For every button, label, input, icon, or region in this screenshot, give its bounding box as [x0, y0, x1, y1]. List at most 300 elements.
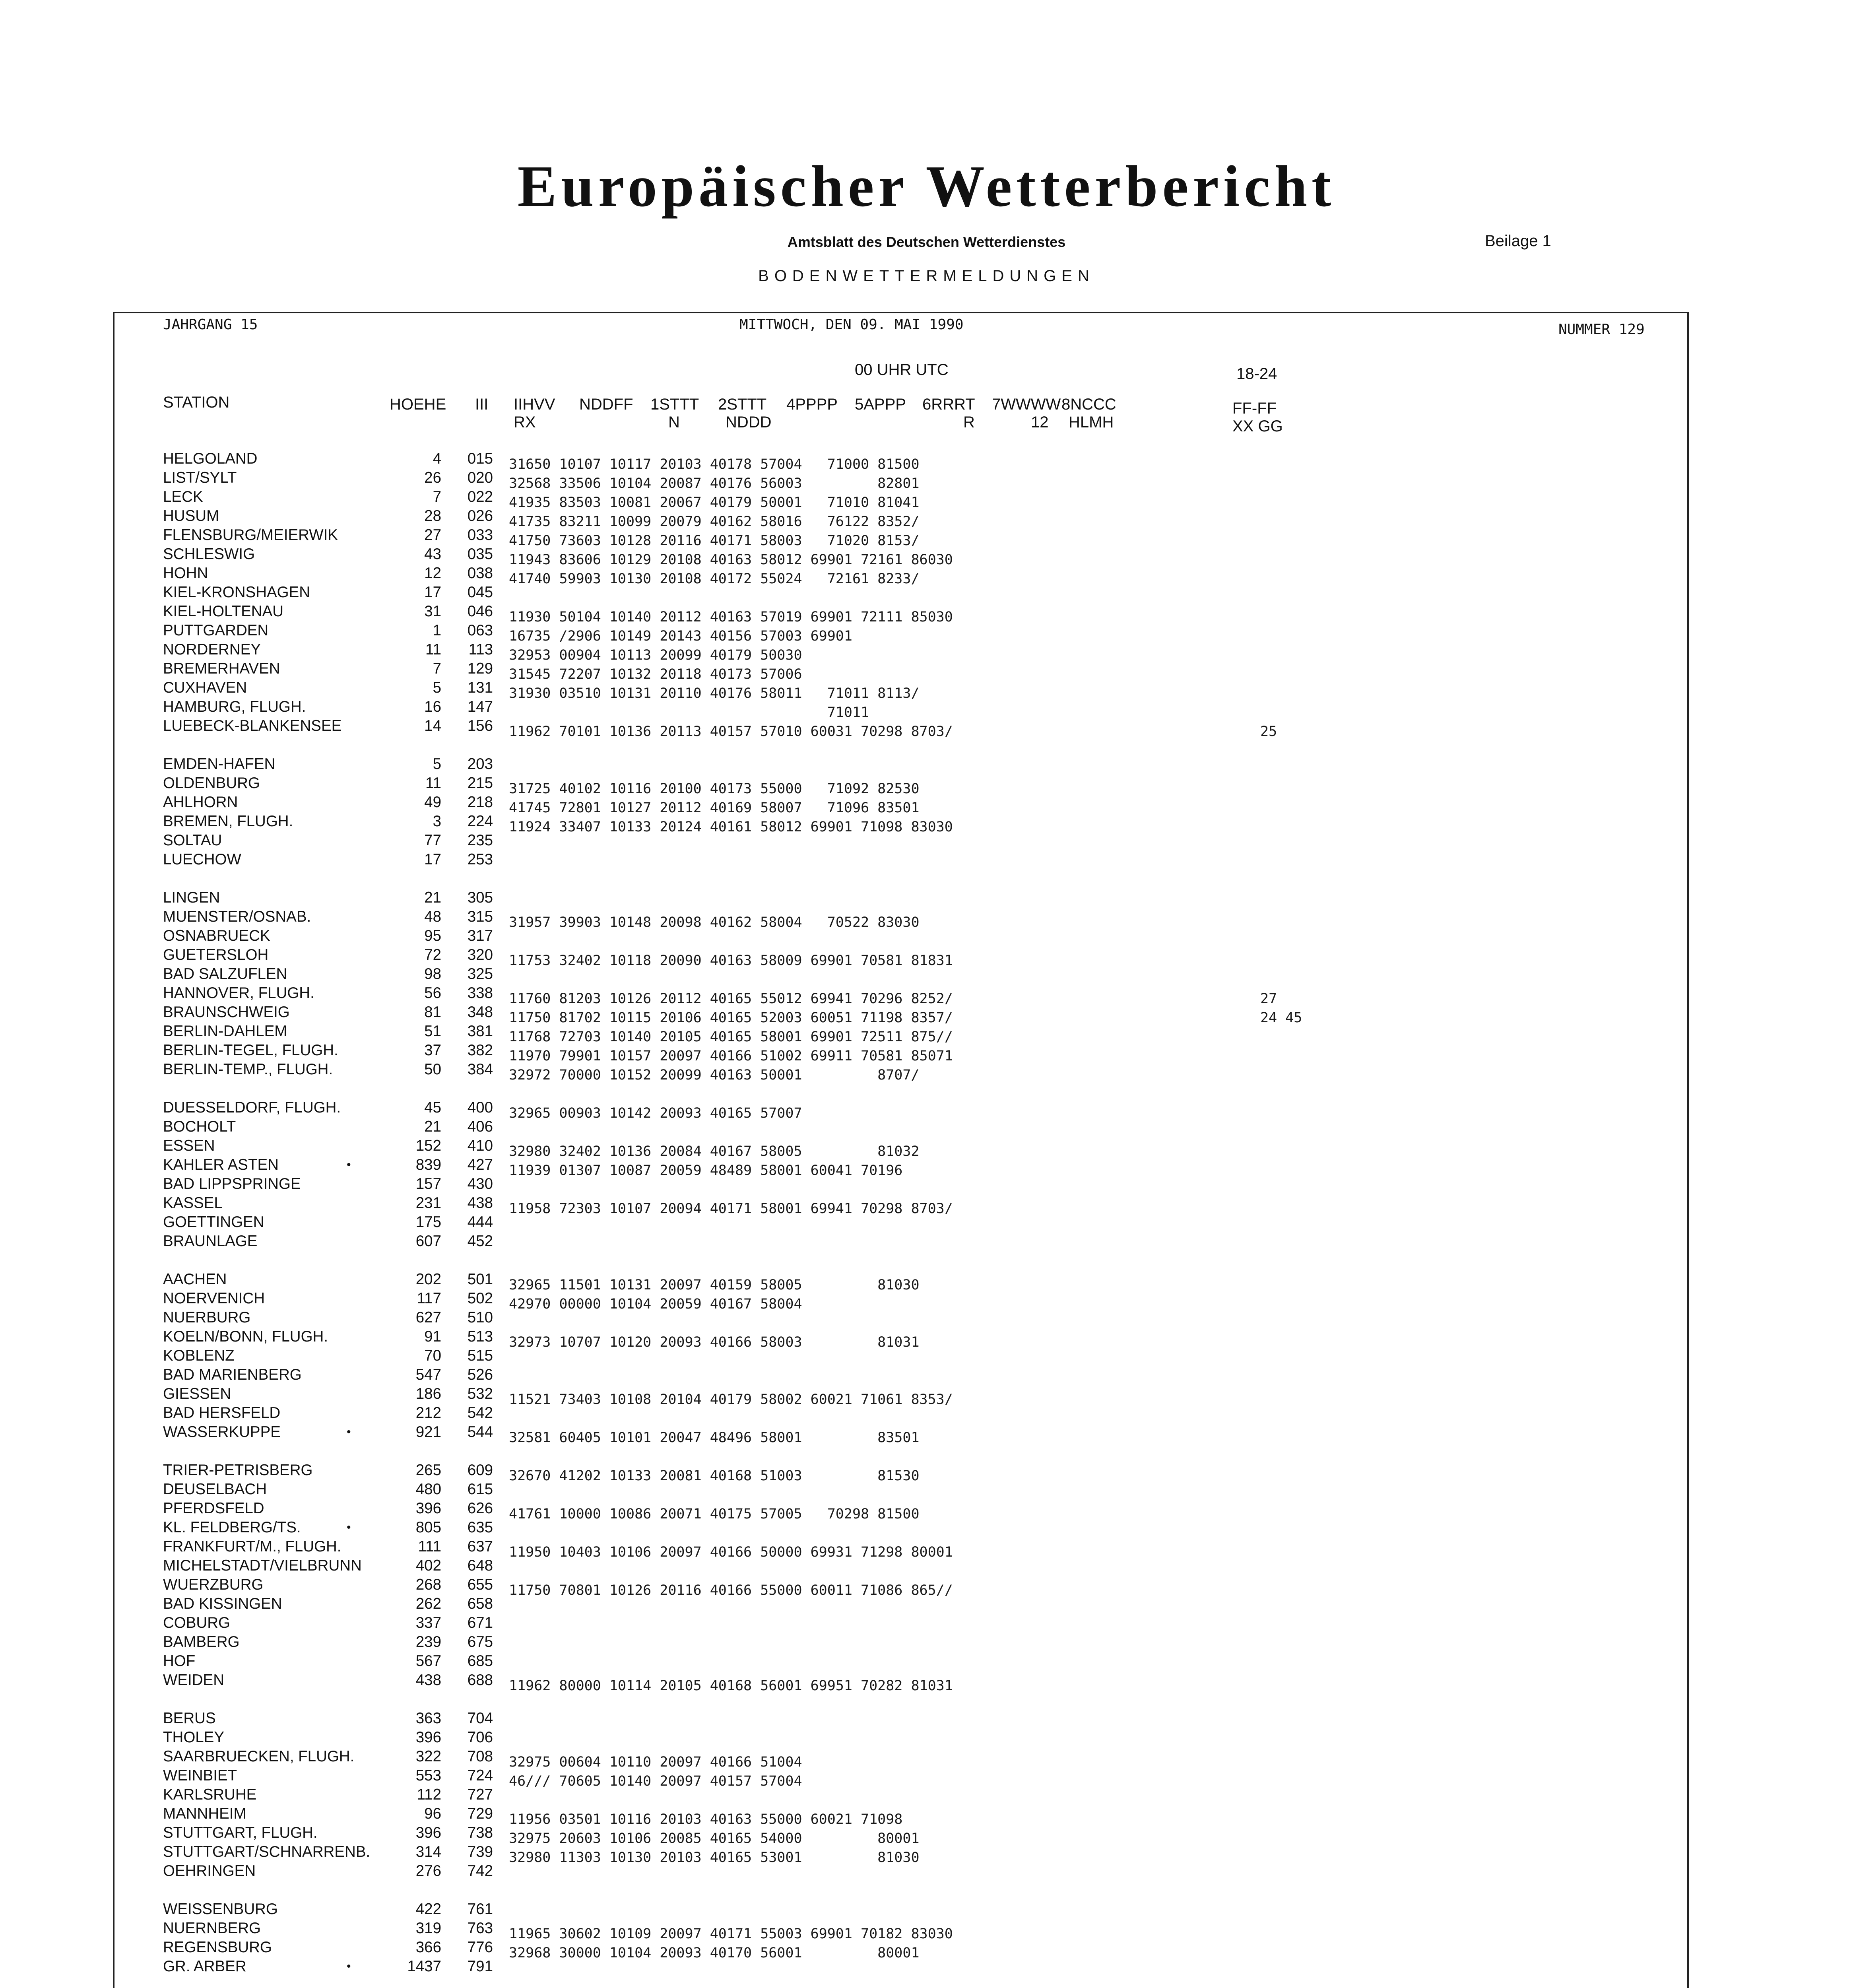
- station-index: 020: [467, 469, 493, 486]
- station-index: 384: [467, 1061, 493, 1078]
- period-groups: 27: [1260, 991, 1277, 1007]
- station-height: 49: [424, 794, 441, 811]
- col-g5a: 4PPPP: [786, 396, 838, 413]
- station-name: BOCHOLT: [163, 1118, 236, 1135]
- station-name: NOERVENICH: [163, 1290, 265, 1307]
- station-name: TRIER-PETRISBERG: [163, 1462, 313, 1479]
- mountain-station-marker: •: [347, 1521, 351, 1534]
- station-index: 761: [467, 1901, 493, 1918]
- station-name: HUSUM: [163, 507, 219, 524]
- observation-groups: 11768 72703 10140 20105 40165 58001 69901 72511 875//: [509, 1029, 953, 1045]
- station-index: 325: [467, 965, 493, 982]
- observation-groups: 41740 59903 10130 20108 40172 55024 72161 8233/: [509, 571, 920, 587]
- station-height: 212: [415, 1404, 441, 1421]
- station-name: GR. ARBER: [163, 1958, 246, 1975]
- station-index: 348: [467, 1004, 493, 1021]
- station-name: SAARBRUECKEN, FLUGH.: [163, 1748, 355, 1765]
- observation-groups: 32980 32402 10136 20084 40167 58005 81032: [509, 1143, 920, 1159]
- observation-groups: 41745 72801 10127 20112 40169 58007 71096 83501: [509, 800, 920, 816]
- station-index: 515: [467, 1347, 493, 1364]
- station-name: DUESSELDORF, FLUGH.: [163, 1099, 341, 1116]
- observation-groups: 31725 40102 10116 20100 40173 55000 71092 82530: [509, 781, 920, 797]
- station-index: 438: [467, 1194, 493, 1211]
- station-index: 688: [467, 1672, 493, 1689]
- station-index: 305: [467, 889, 493, 906]
- observation-groups: 11939 01307 10087 20059 48489 58001 60041 70196: [509, 1163, 903, 1178]
- station-height: 396: [415, 1729, 441, 1746]
- station-height: 262: [415, 1595, 441, 1612]
- station-height: 72: [424, 946, 441, 963]
- observation-groups: 32972 70000 10152 20099 40163 50001 8707/: [509, 1067, 920, 1083]
- observation-groups: 11962 80000 10114 20105 40168 56001 69951 70282 81031: [509, 1678, 953, 1694]
- station-name: KASSEL: [163, 1194, 223, 1211]
- observation-groups: 11970 79901 10157 20097 40166 51002 69911 70581 85071: [509, 1048, 953, 1064]
- station-name: BAD HERSFELD: [163, 1404, 281, 1421]
- col-g1b: RX: [514, 414, 536, 431]
- station-name: REGENSBURG: [163, 1939, 272, 1956]
- period-label: 18-24: [1236, 365, 1277, 382]
- col-g9b: HLMH: [1069, 414, 1114, 431]
- station-name: WEIDEN: [163, 1672, 224, 1689]
- observation-groups: 32670 41202 10133 20081 40168 51003 81530: [509, 1468, 920, 1484]
- station-index: 742: [467, 1862, 493, 1879]
- station-height: 50: [424, 1061, 441, 1078]
- station-index: 452: [467, 1233, 493, 1250]
- station-index: 532: [467, 1385, 493, 1402]
- station-name: BREMERHAVEN: [163, 660, 280, 677]
- observation-groups: 32581 60405 10101 20047 48496 58001 83501: [509, 1430, 920, 1446]
- station-height: 77: [424, 832, 441, 849]
- station-index: 063: [467, 622, 493, 639]
- report-subtitle: Amtsblatt des Deutschen Wetterdienstes: [787, 234, 1066, 250]
- section-heading: BODENWETTERMELDUNGEN: [758, 267, 1095, 285]
- station-index: 706: [467, 1729, 493, 1746]
- station-index: 544: [467, 1423, 493, 1441]
- station-index: 147: [467, 698, 493, 715]
- observation-groups: 46/// 70605 10140 20097 40157 57004: [509, 1773, 802, 1789]
- station-name: LECK: [163, 488, 203, 505]
- observation-groups: 32953 00904 10113 20099 40179 50030: [509, 647, 802, 663]
- station-height: 5: [433, 755, 441, 773]
- station-index: 444: [467, 1213, 493, 1231]
- station-height: 7: [433, 660, 441, 677]
- station-index: 026: [467, 507, 493, 524]
- station-index: 215: [467, 775, 493, 792]
- station-height: 70: [424, 1347, 441, 1364]
- observation-groups: 31650 10107 10117 20103 40178 57004 71000 81500: [509, 456, 920, 472]
- station-name: FLENSBURG/MEIERWIK: [163, 526, 338, 544]
- station-name: BRAUNSCHWEIG: [163, 1004, 290, 1021]
- observation-groups: 31545 72207 10132 20118 40173 57006: [509, 666, 802, 682]
- station-name: STUTTGART, FLUGH.: [163, 1824, 318, 1841]
- station-height: 37: [424, 1042, 441, 1059]
- station-name: WASSERKUPPE: [163, 1423, 281, 1441]
- station-index: 658: [467, 1595, 493, 1612]
- station-height: 627: [415, 1309, 441, 1326]
- station-index: 615: [467, 1481, 493, 1498]
- station-name: GUETERSLOH: [163, 946, 269, 963]
- station-height: 43: [424, 546, 441, 563]
- station-index: 763: [467, 1920, 493, 1937]
- station-index: 635: [467, 1519, 493, 1536]
- station-height: 265: [415, 1462, 441, 1479]
- station-index: 382: [467, 1042, 493, 1059]
- station-height: 91: [424, 1328, 441, 1345]
- observation-groups: 32568 33506 10104 20087 40176 56003 82801: [509, 476, 920, 491]
- station-height: 96: [424, 1805, 441, 1822]
- station-index: 203: [467, 755, 493, 773]
- col-g6a: 5APPP: [855, 396, 906, 413]
- station-height: 547: [415, 1366, 441, 1383]
- observation-groups: 11958 72303 10107 20094 40171 58001 69941 70298 8703/: [509, 1201, 953, 1217]
- station-name: KOBLENZ: [163, 1347, 235, 1364]
- col-g3a: 1STTT: [650, 396, 699, 413]
- station-name: THOLEY: [163, 1729, 225, 1746]
- station-name: BERLIN-TEGEL, FLUGH.: [163, 1042, 338, 1059]
- station-height: 51: [424, 1023, 441, 1040]
- observation-groups: 11956 03501 10116 20103 40163 55000 60021 71098: [509, 1811, 903, 1827]
- station-index: 406: [467, 1118, 493, 1135]
- col-g7a: 6RRRT: [922, 396, 975, 413]
- station-height: 921: [415, 1423, 441, 1441]
- col-g7b: R: [963, 414, 975, 431]
- station-height: 152: [415, 1137, 441, 1154]
- station-height: 186: [415, 1385, 441, 1402]
- observation-groups: 32965 11501 10131 20097 40159 58005 81030: [509, 1277, 920, 1293]
- supplement-label: Beilage 1: [1485, 232, 1551, 250]
- station-name: PUTTGARDEN: [163, 622, 269, 639]
- station-index: 131: [467, 679, 493, 696]
- station-name: BAD LIPPSPRINGE: [163, 1175, 301, 1192]
- col-g4a: 2STTT: [718, 396, 767, 413]
- observation-groups: 11750 81702 10115 20106 40165 52003 60051 71198 8357/: [509, 1010, 953, 1026]
- station-height: 16: [424, 698, 441, 715]
- station-height: 5: [433, 679, 441, 696]
- station-index: 704: [467, 1710, 493, 1727]
- station-index: 381: [467, 1023, 493, 1040]
- station-height: 95: [424, 927, 441, 944]
- station-height: 17: [424, 584, 441, 601]
- station-index: 637: [467, 1538, 493, 1555]
- station-height: 12: [424, 565, 441, 582]
- station-index: 675: [467, 1633, 493, 1650]
- station-height: 7: [433, 488, 441, 505]
- col-g2a: NDDFF: [579, 396, 633, 413]
- station-height: 553: [415, 1767, 441, 1784]
- station-height: 48: [424, 908, 441, 925]
- station-index: 317: [467, 927, 493, 944]
- station-index: 685: [467, 1652, 493, 1670]
- station-height: 117: [417, 1290, 441, 1307]
- observation-groups: 11943 83606 10129 20108 40163 58012 69901 72161 86030: [509, 552, 953, 568]
- station-index: 156: [467, 717, 493, 734]
- station-height: 27: [424, 526, 441, 544]
- station-index: 410: [467, 1137, 493, 1154]
- station-index: 501: [467, 1271, 493, 1288]
- station-height: 28: [424, 507, 441, 524]
- col-g1a: IIHVV: [514, 396, 555, 413]
- station-height: 1437: [407, 1958, 441, 1975]
- station-height: 322: [415, 1748, 441, 1765]
- station-index: 671: [467, 1614, 493, 1631]
- station-height: 4: [433, 450, 441, 467]
- station-height: 1: [433, 622, 441, 639]
- observation-groups: 16735 /2906 10149 20143 40156 57003 69901: [509, 628, 852, 644]
- observation-groups: 11750 70801 10126 20116 40166 55000 60011 71086 865//: [509, 1582, 953, 1598]
- station-height: 11: [425, 775, 441, 792]
- station-height: 607: [415, 1233, 441, 1250]
- station-name: PFERDSFELD: [163, 1500, 264, 1517]
- station-height: 839: [415, 1156, 441, 1173]
- station-height: 98: [424, 965, 441, 982]
- observation-groups: 31930 03510 10131 20110 40176 58011 71011 8113/: [509, 685, 920, 701]
- observation-groups: 11521 73403 10108 20104 40179 58002 60021 71061 8353/: [509, 1392, 953, 1408]
- station-index: 218: [467, 794, 493, 811]
- station-index: 338: [467, 984, 493, 1002]
- station-height: 21: [424, 889, 441, 906]
- station-index: 738: [467, 1824, 493, 1841]
- station-index: 727: [467, 1786, 493, 1803]
- station-height: 81: [424, 1004, 441, 1021]
- station-name: CUXHAVEN: [163, 679, 247, 696]
- station-index: 724: [467, 1767, 493, 1784]
- station-name: BAD SALZUFLEN: [163, 965, 287, 982]
- observation-groups: 11760 81203 10126 20112 40165 55012 69941 70296 8252/: [509, 991, 953, 1007]
- station-height: 202: [415, 1271, 441, 1288]
- station-name: NUERNBERG: [163, 1920, 261, 1937]
- station-index: 609: [467, 1462, 493, 1479]
- station-name: NUERBURG: [163, 1309, 251, 1326]
- station-height: 231: [415, 1194, 441, 1211]
- col-height: HOEHE: [390, 396, 446, 413]
- station-index: 022: [467, 488, 493, 505]
- col-g10a: FF-FF: [1232, 400, 1277, 417]
- station-index: 015: [467, 450, 493, 467]
- station-index: 739: [467, 1843, 493, 1860]
- station-name: KOELN/BONN, FLUGH.: [163, 1328, 328, 1345]
- station-height: 319: [415, 1920, 441, 1937]
- station-name: MUENSTER/OSNAB.: [163, 908, 311, 925]
- station-name: BAMBERG: [163, 1633, 240, 1650]
- station-height: 112: [417, 1786, 441, 1803]
- station-name: KARLSRUHE: [163, 1786, 257, 1803]
- station-name: KL. FELDBERG/TS.: [163, 1519, 301, 1536]
- station-index: 502: [467, 1290, 493, 1307]
- station-index: 129: [467, 660, 493, 677]
- observation-groups: 71011: [509, 705, 869, 720]
- station-height: 422: [415, 1901, 441, 1918]
- station-name: OSNABRUECK: [163, 927, 270, 944]
- observation-groups: 32975 00604 10110 20097 40166 51004: [509, 1754, 802, 1770]
- station-name: AACHEN: [163, 1271, 227, 1288]
- col-g8b: 12: [1031, 414, 1049, 431]
- station-name: WEINBIET: [163, 1767, 237, 1784]
- mountain-station-marker: •: [347, 1158, 351, 1171]
- station-index: 626: [467, 1500, 493, 1517]
- station-height: 111: [418, 1538, 441, 1555]
- observation-groups: 42970 00000 10104 20059 40167 58004: [509, 1296, 802, 1312]
- station-index: 046: [467, 603, 493, 620]
- station-name: EMDEN-HAFEN: [163, 755, 276, 773]
- station-height: 366: [415, 1939, 441, 1956]
- mountain-station-marker: •: [347, 1425, 351, 1439]
- station-height: 157: [415, 1175, 441, 1192]
- station-name: DEUSELBACH: [163, 1481, 267, 1498]
- station-height: 337: [415, 1614, 441, 1631]
- station-height: 56: [424, 984, 441, 1002]
- station-name: LUECHOW: [163, 851, 241, 868]
- station-name: SCHLESWIG: [163, 546, 255, 563]
- observation-groups: 11950 10403 10106 20097 40166 50000 69931 71298 80001: [509, 1544, 953, 1560]
- observation-groups: 32980 11303 10130 20103 40165 53001 81030: [509, 1850, 920, 1866]
- station-index: 427: [467, 1156, 493, 1173]
- station-name: WUERZBURG: [163, 1576, 264, 1593]
- station-height: 21: [424, 1118, 441, 1135]
- station-height: 3: [433, 813, 441, 830]
- col-station: STATION: [163, 394, 230, 411]
- station-index: 400: [467, 1099, 493, 1116]
- station-height: 11: [425, 641, 441, 658]
- volume-label: JAHRGANG 15: [163, 316, 258, 333]
- station-name: SOLTAU: [163, 832, 222, 849]
- station-name: KIEL-HOLTENAU: [163, 603, 284, 620]
- col-g4b: NDDD: [726, 414, 772, 431]
- station-index: 510: [467, 1309, 493, 1326]
- station-height: 239: [415, 1633, 441, 1650]
- station-height: 396: [415, 1824, 441, 1841]
- station-height: 175: [415, 1213, 441, 1231]
- station-name: HOHN: [163, 565, 208, 582]
- station-name: BREMEN, FLUGH.: [163, 813, 293, 830]
- col-g8a: 7WWWW: [992, 396, 1061, 413]
- station-height: 17: [424, 851, 441, 868]
- station-index: 430: [467, 1175, 493, 1192]
- date-label: MITTWOCH, DEN 09. MAI 1990: [739, 316, 964, 333]
- station-index: 235: [467, 832, 493, 849]
- station-index: 776: [467, 1939, 493, 1956]
- issue-number: NUMMER 129: [1558, 321, 1645, 338]
- station-height: 396: [415, 1500, 441, 1517]
- station-name: STUTTGART/SCHNARRENB.: [163, 1843, 371, 1860]
- observation-groups: 11924 33407 10133 20124 40161 58012 69901 71098 83030: [509, 819, 953, 835]
- station-name: BERLIN-TEMP., FLUGH.: [163, 1061, 333, 1078]
- station-name: BAD KISSINGEN: [163, 1595, 282, 1612]
- station-name: BERUS: [163, 1710, 216, 1727]
- observation-groups: 32973 10707 10120 20093 40166 58003 81031: [509, 1334, 920, 1350]
- station-name: COBURG: [163, 1614, 230, 1631]
- station-name: MANNHEIM: [163, 1805, 246, 1822]
- station-index: 038: [467, 565, 493, 582]
- observation-groups: 32975 20603 10106 20085 40165 54000 80001: [509, 1831, 920, 1846]
- station-name: KIEL-KRONSHAGEN: [163, 584, 310, 601]
- station-height: 45: [424, 1099, 441, 1116]
- station-height: 363: [415, 1710, 441, 1727]
- station-height: 26: [424, 469, 441, 486]
- station-height: 276: [415, 1862, 441, 1879]
- period-groups: 25: [1260, 724, 1277, 740]
- station-name: MICHELSTADT/VIELBRUNN: [163, 1557, 362, 1574]
- station-name: HOF: [163, 1652, 196, 1670]
- station-height: 567: [415, 1652, 441, 1670]
- col-g10b: XX GG: [1232, 417, 1283, 435]
- station-index: 708: [467, 1748, 493, 1765]
- station-index: 648: [467, 1557, 493, 1574]
- station-name: HAMBURG, FLUGH.: [163, 698, 306, 715]
- station-name: FRANKFURT/M., FLUGH.: [163, 1538, 341, 1555]
- station-index: 542: [467, 1404, 493, 1421]
- station-index: 253: [467, 851, 493, 868]
- station-name: NORDERNEY: [163, 641, 261, 658]
- station-index: 224: [467, 813, 493, 830]
- station-name: GIESSEN: [163, 1385, 231, 1402]
- observation-groups: 31957 39903 10148 20098 40162 58004 70522 83030: [509, 914, 920, 930]
- station-name: AHLHORN: [163, 794, 238, 811]
- period-groups: 24 45: [1260, 1010, 1302, 1026]
- station-name: LINGEN: [163, 889, 220, 906]
- mountain-station-marker: •: [347, 1960, 351, 1973]
- station-name: BERLIN-DAHLEM: [163, 1023, 287, 1040]
- station-index: 513: [467, 1328, 493, 1345]
- station-index: 315: [467, 908, 493, 925]
- observation-groups: 32965 00903 10142 20093 40165 57007: [509, 1105, 802, 1121]
- station-index: 655: [467, 1576, 493, 1593]
- station-height: 268: [415, 1576, 441, 1593]
- col-g9a: 8NCCC: [1061, 396, 1116, 413]
- observation-groups: 41735 83211 10099 20079 40162 58016 76122 8352/: [509, 514, 920, 530]
- station-name: HELGOLAND: [163, 450, 258, 467]
- observation-groups: 41750 73603 10128 20116 40171 58003 71020 8153/: [509, 533, 920, 549]
- col-index: III: [475, 396, 489, 413]
- station-name: LIST/SYLT: [163, 469, 237, 486]
- station-name: OEHRINGEN: [163, 1862, 256, 1879]
- station-index: 791: [467, 1958, 493, 1975]
- station-height: 314: [415, 1843, 441, 1860]
- station-index: 729: [467, 1805, 493, 1822]
- station-name: KAHLER ASTEN: [163, 1156, 279, 1173]
- time-label: 00 UHR UTC: [855, 361, 949, 379]
- station-height: 402: [415, 1557, 441, 1574]
- station-name: BAD MARIENBERG: [163, 1366, 302, 1383]
- station-index: 033: [467, 526, 493, 544]
- station-height: 480: [415, 1481, 441, 1498]
- observation-groups: 41935 83503 10081 20067 40179 50001 71010 81041: [509, 495, 920, 511]
- station-name: HANNOVER, FLUGH.: [163, 984, 314, 1002]
- station-height: 805: [415, 1519, 441, 1536]
- station-name: BRAUNLAGE: [163, 1233, 258, 1250]
- station-name: GOETTINGEN: [163, 1213, 264, 1231]
- station-name: ESSEN: [163, 1137, 215, 1154]
- observation-groups: 11962 70101 10136 20113 40157 57010 60031 70298 8703/: [509, 724, 953, 740]
- station-index: 035: [467, 546, 493, 563]
- col-g3b: N: [668, 414, 680, 431]
- station-index: 320: [467, 946, 493, 963]
- observation-groups: 11753 32402 10118 20090 40163 58009 69901 70581 81831: [509, 953, 953, 969]
- station-height: 438: [415, 1672, 441, 1689]
- station-index: 526: [467, 1366, 493, 1383]
- report-title: Europäischer Wetterbericht: [517, 154, 1336, 219]
- station-name: OLDENBURG: [163, 775, 260, 792]
- observation-groups: 11965 30602 10109 20097 40171 55003 69901 70182 83030: [509, 1926, 953, 1942]
- observation-groups: 32968 30000 10104 20093 40170 56001 80001: [509, 1945, 920, 1961]
- station-height: 31: [424, 603, 441, 620]
- station-index: 045: [467, 584, 493, 601]
- station-name: WEISSENBURG: [163, 1901, 278, 1918]
- observation-groups: 11930 50104 10140 20112 40163 57019 69901 72111 85030: [509, 609, 953, 625]
- observation-groups: 41761 10000 10086 20071 40175 57005 70298 81500: [509, 1506, 920, 1522]
- station-height: 14: [424, 717, 441, 734]
- station-name: LUEBECK-BLANKENSEE: [163, 717, 342, 734]
- station-index: 113: [468, 641, 493, 658]
